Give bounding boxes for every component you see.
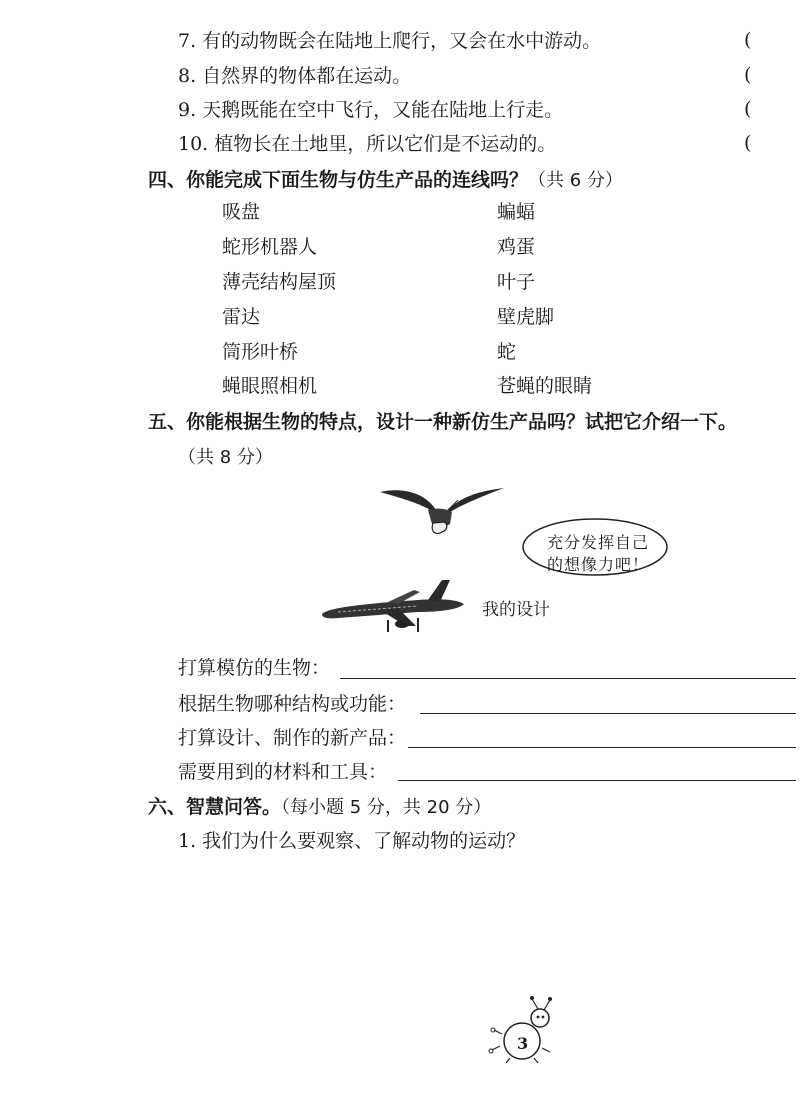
section6-title: 六、智慧问答。 bbox=[148, 796, 282, 818]
match-left-2[interactable]: 蛇形机器人 bbox=[222, 236, 318, 258]
match-right-3[interactable]: 叶子 bbox=[497, 271, 536, 293]
page-number-bug-icon bbox=[488, 994, 556, 1064]
match-left-6[interactable]: 蝇眼照相机 bbox=[222, 375, 318, 397]
match-left-3[interactable]: 薄壳结构屋顶 bbox=[222, 271, 337, 293]
section4-heading bbox=[148, 168, 623, 193]
field-label-materials: 需要用到的材料和工具： bbox=[178, 761, 388, 783]
match-left-4[interactable]: 雷达 bbox=[222, 306, 261, 328]
bubble-line-2: 的想像力吧！ bbox=[546, 555, 649, 574]
bubble-line-1: 充分发挥自己 bbox=[546, 533, 649, 552]
match-right-2[interactable]: 鸡蛋 bbox=[497, 236, 536, 258]
field-line-creature[interactable] bbox=[340, 678, 796, 679]
section6-heading bbox=[148, 795, 491, 820]
match-right-4[interactable]: 壁虎脚 bbox=[497, 306, 555, 328]
tf-item-8: 8. 自然界的物体都在运动。 bbox=[178, 65, 412, 87]
answer-paren-9[interactable]: ( bbox=[744, 98, 752, 120]
match-right-5[interactable]: 蛇 bbox=[497, 341, 517, 363]
answer-paren-7[interactable]: ( bbox=[744, 29, 752, 51]
field-line-structure[interactable] bbox=[420, 713, 796, 714]
section6-score: （每小题 5 分，共 20 分） bbox=[281, 797, 492, 818]
section5-heading: 五、你能根据生物的特点，设计一种新仿生产品吗？试把它介绍一下。 bbox=[148, 411, 738, 433]
section4-title: 四、你能完成下面生物与仿生产品的连线吗？ bbox=[148, 169, 529, 191]
field-line-product[interactable] bbox=[408, 747, 796, 748]
section5-score: （共 8 分） bbox=[178, 447, 273, 468]
seagull-illustration bbox=[378, 480, 508, 538]
question-1: 1. 我们为什么要观察、了解动物的运动？ bbox=[178, 830, 526, 852]
tf-item-7: 7. 有的动物既会在陆地上爬行，又会在水中游动。 bbox=[178, 30, 602, 52]
page-number: 3 bbox=[517, 1034, 529, 1053]
match-left-1[interactable]: 吸盘 bbox=[222, 201, 261, 223]
section4-score: （共 6 分） bbox=[528, 170, 623, 191]
tf-item-10: 10. 植物长在土地里，所以它们是不运动的。 bbox=[178, 133, 557, 155]
field-label-structure: 根据生物哪种结构或功能： bbox=[178, 693, 407, 715]
match-right-6[interactable]: 苍蝇的眼睛 bbox=[497, 375, 593, 397]
field-line-materials[interactable] bbox=[398, 780, 796, 781]
match-right-1[interactable]: 蝙蝠 bbox=[497, 201, 536, 223]
field-label-product: 打算设计、制作的新产品： bbox=[178, 727, 407, 749]
design-label: 我的设计 bbox=[482, 600, 550, 620]
match-left-5[interactable]: 筒形叶桥 bbox=[222, 341, 299, 363]
answer-paren-8[interactable]: ( bbox=[744, 64, 752, 86]
airplane-illustration bbox=[318, 574, 468, 636]
answer-paren-10[interactable]: ( bbox=[744, 132, 752, 154]
field-label-creature: 打算模仿的生物： bbox=[178, 657, 331, 679]
tf-item-9: 9. 天鹅既能在空中飞行，又能在陆地上行走。 bbox=[178, 99, 564, 121]
